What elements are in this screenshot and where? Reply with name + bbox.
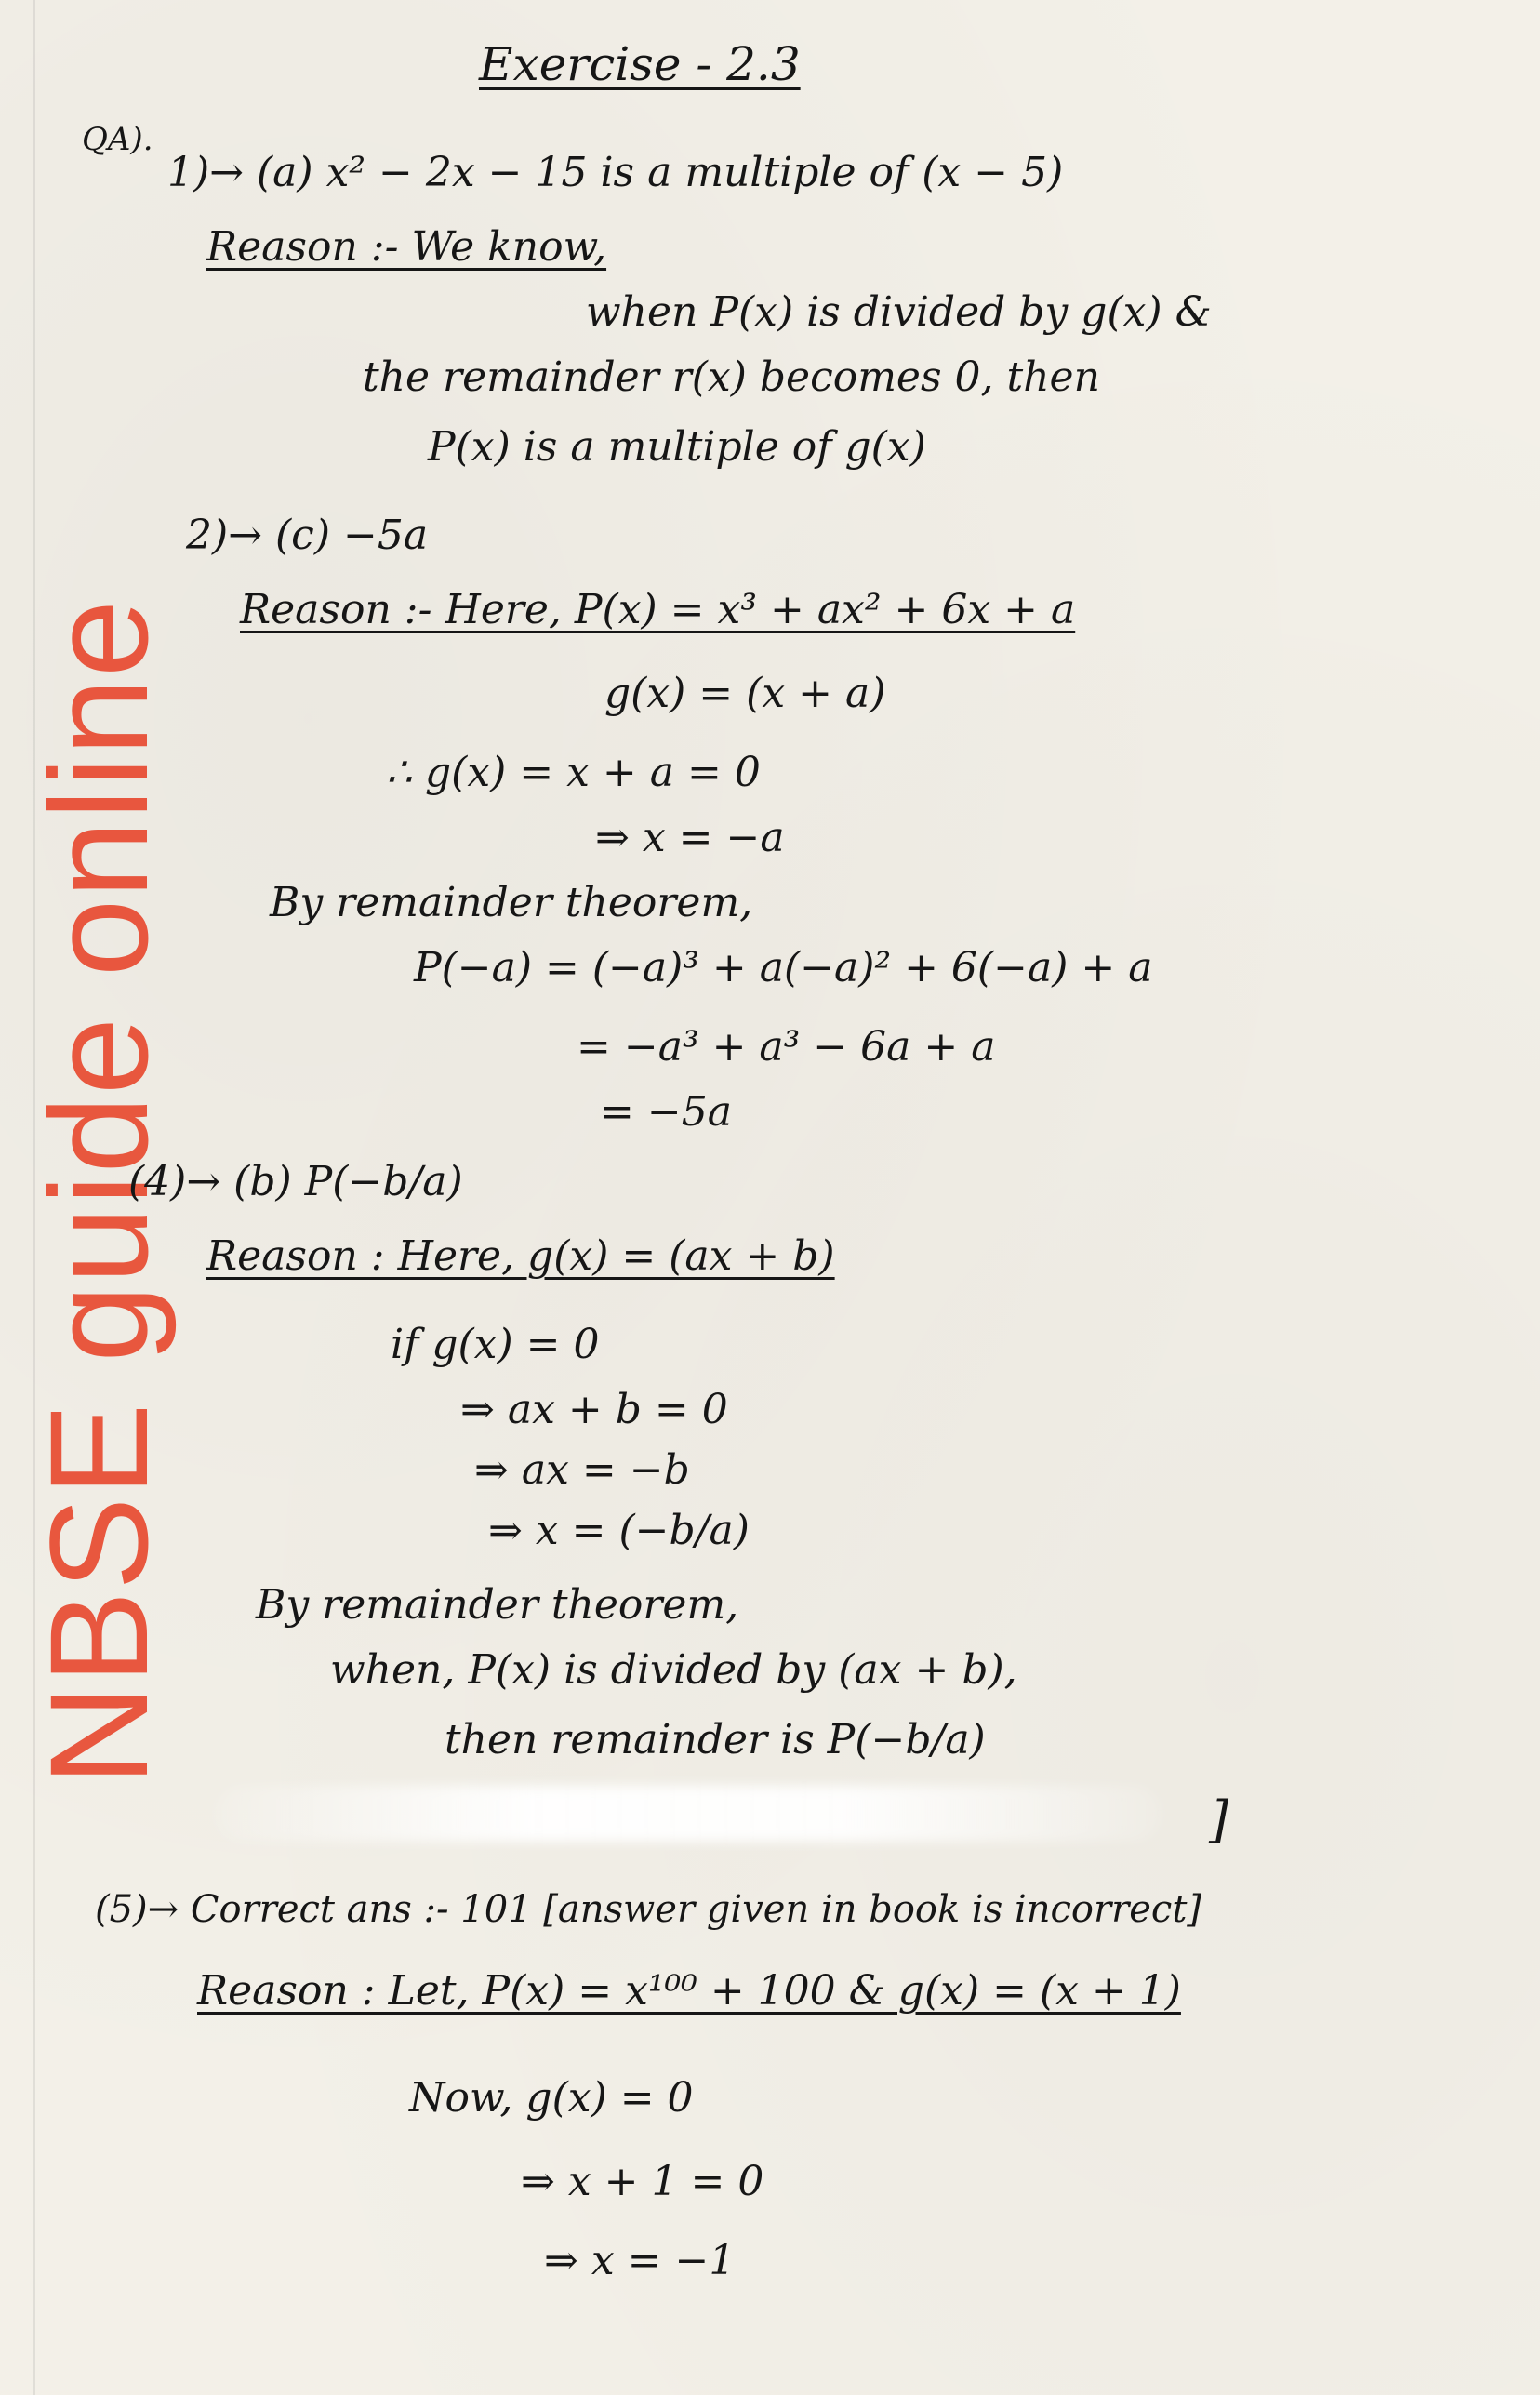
answer-2-line-8: = −5a — [600, 1088, 732, 1136]
watermark: NBSE guide online — [20, 598, 177, 1786]
reason-4: Reason : Here, g(x) = (ax + b) — [206, 1232, 835, 1280]
answer-2-line-6: P(−a) = (−a)³ + a(−a)² + 6(−a) + a — [414, 944, 1153, 991]
answer-2: 2)→ (c) −5a — [186, 512, 429, 559]
answer-2-line-3: ∴ g(x) = x + a = 0 — [386, 749, 761, 796]
answer-2-line-4: ⇒ x = −a — [595, 814, 785, 861]
answer-1-line-3: the remainder r(x) becomes 0, then — [363, 353, 1100, 401]
answer-1-line-4: P(x) is a multiple of g(x) — [428, 423, 926, 471]
answer-1: 1)→ (a) x² − 2x − 15 is a multiple of (x − 5) — [167, 149, 1064, 196]
answer-4-line-8: then remainder is P(−b/a) — [445, 1716, 986, 1763]
answer-5: (5)→ Correct ans :- 101 [answer given in book is incorrect] — [95, 1888, 1201, 1931]
answer-4-line-6: By remainder theorem, — [256, 1581, 739, 1629]
question-label: QA). — [82, 121, 153, 158]
reason-1: Reason :- We know, — [206, 223, 607, 271]
answer-5-line-2: Now, g(x) = 0 — [409, 2074, 694, 2122]
answer-5-line-3: ⇒ x + 1 = 0 — [521, 2158, 764, 2205]
answer-2-line-5: By remainder theorem, — [270, 879, 753, 926]
answer-2-line-7: = −a³ + a³ − 6a + a — [577, 1023, 996, 1071]
reason-2: Reason :- Here, P(x) = x³ + ax² + 6x + a — [240, 586, 1076, 633]
reason-5: Reason : Let, P(x) = x¹⁰⁰ + 100 & g(x) = (x + 1) — [197, 1967, 1181, 2015]
answer-4-line-2: if g(x) = 0 — [391, 1321, 600, 1368]
answer-5-line-4: ⇒ x = −1 — [544, 2237, 736, 2284]
answer-2-line-2: g(x) = (x + a) — [604, 670, 886, 717]
closing-bracket: ] — [1209, 1790, 1229, 1849]
answer-1-line-2: when P(x) is divided by g(x) & — [586, 288, 1212, 336]
answer-4-line-7: when, P(x) is divided by (ax + b), — [330, 1646, 1017, 1694]
erased-region — [214, 1786, 1162, 1842]
page-title: Exercise - 2.3 — [479, 37, 801, 91]
answer-4-line-5: ⇒ x = (−b/a) — [488, 1507, 750, 1554]
answer-4: (4)→ (b) P(−b/a) — [128, 1158, 463, 1205]
answer-4-line-3: ⇒ ax + b = 0 — [460, 1386, 728, 1433]
answer-4-line-4: ⇒ ax = −b — [474, 1446, 690, 1494]
